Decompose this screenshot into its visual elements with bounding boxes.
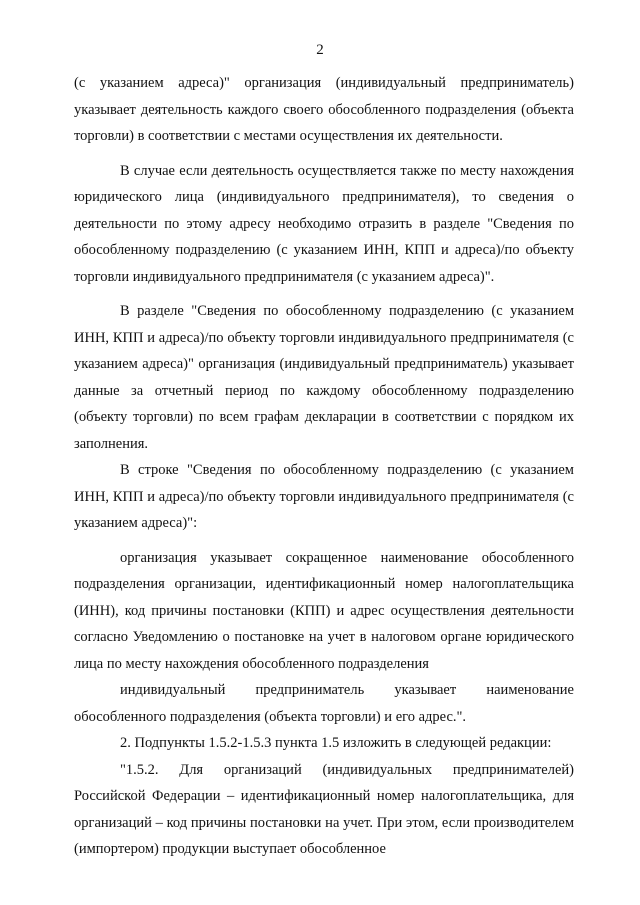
paragraph-4: В строке "Сведения по обособленному подразделению (с указанием ИНН, КПП и адреса)/по объекту торговли индивидуального предпринимателя (с указанием адреса)": — [74, 462, 574, 531]
document-body — [74, 70, 574, 863]
paragraph-1: (с указанием адреса)" организация (индивидуальный предприниматель) указывает деятельность каждого своего обособленного подразделения (объекта торговли) в соответствии с местами осуществления их деятельности. — [74, 75, 574, 144]
page-number: 2 — [316, 42, 324, 58]
paragraph-8: "1.5.2. Для организаций (индивидуальных предпринимателей) Российской Федерации – идентификационный номер налогоплательщика, для организаций – код причины постановки на учет. При этом, если производителем (импортером) продукции выступает обособленное — [74, 761, 574, 857]
paragraph-3: В разделе "Сведения по обособленному подразделению (с указанием ИНН, КПП и адреса)/по объекту торговли индивидуального предпринимателя (с указанием адреса)" организация (индивидуальный предприниматель) указывает данные за отчетный период по каждому обособленному подразделению (объекту торговли) по всем графам декларации в соответствии с порядком их заполнения. — [74, 303, 574, 452]
paragraph-2: В случае если деятельность осуществляется также по месту нахождения юридического лица (индивидуального предпринимателя), то сведения о деятельности по этому адресу необходимо отразить в разделе "Сведения по обособленному подразделению (с указанием ИНН, КПП и адреса)/по объекту торговли индивидуального предпринимателя (с указанием адреса)". — [74, 162, 574, 285]
paragraph-6: индивидуальный предприниматель указывает наименование обособленного подразделения (объекта торговли) и его адрес.". — [74, 682, 574, 725]
paragraph-5: организация указывает сокращенное наименование обособленного подразделения организации, идентификационный номер налогоплательщика (ИНН), код причины постановки (КПП) и адрес осуществления деятельности согласно Уведомлению о постановке на учет в налоговом органе юридического лица по месту нахождения обособленного подразделения — [74, 549, 574, 672]
paragraph-7: 2. Подпункты 1.5.2-1.5.3 пункта 1.5 изложить в следующей редакции: — [120, 735, 552, 751]
